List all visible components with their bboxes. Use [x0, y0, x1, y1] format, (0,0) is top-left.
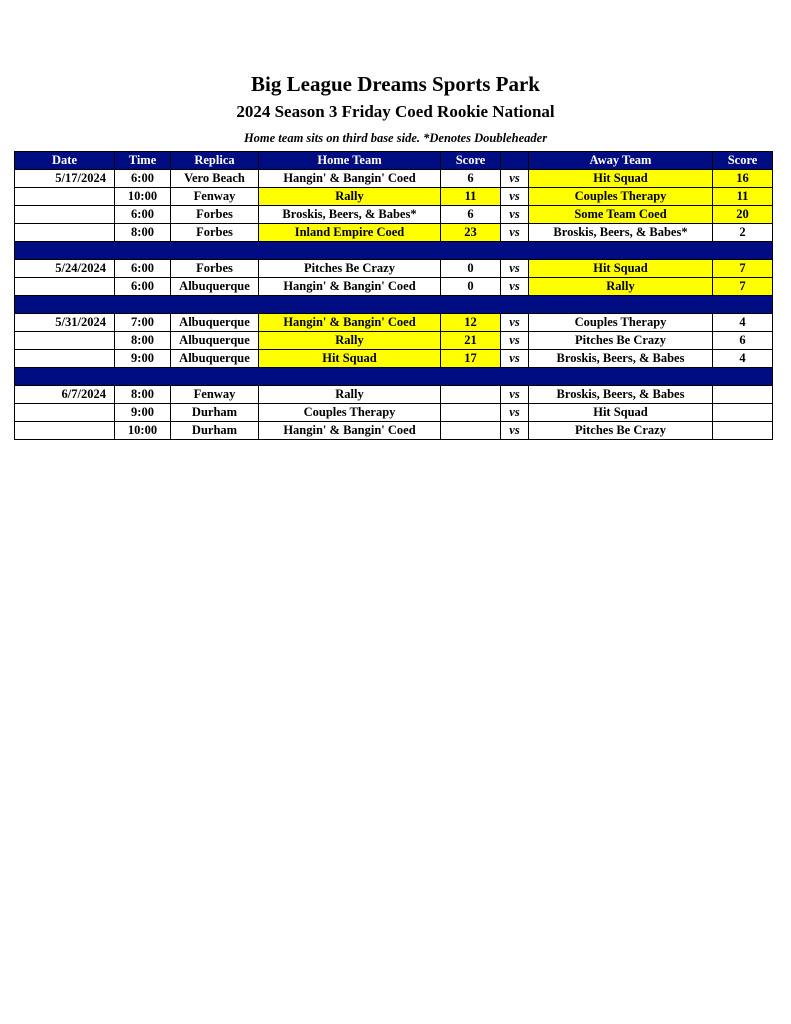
table-row: [15, 386, 773, 404]
home-score-cell: 23: [441, 224, 501, 242]
away-score-cell: 4: [713, 314, 773, 332]
time-cell: 6:00: [115, 206, 171, 224]
home-team-cell: Rally: [259, 188, 441, 206]
vs-cell: vs: [501, 404, 529, 422]
away-score-cell: 7: [713, 278, 773, 296]
replica-cell: Fenway: [171, 188, 259, 206]
time-cell: 9:00: [115, 404, 171, 422]
away-score-cell: 20: [713, 206, 773, 224]
table-row: [15, 404, 773, 422]
away-team-cell: Pitches Be Crazy: [529, 422, 713, 440]
replica-cell: Albuquerque: [171, 314, 259, 332]
vs-cell: vs: [501, 224, 529, 242]
home-score-cell: 6: [441, 206, 501, 224]
separator-cell: [15, 242, 773, 260]
replica-cell: Durham: [171, 404, 259, 422]
date-cell: [15, 422, 115, 440]
column-header-home-score: Score: [441, 152, 501, 170]
home-team-cell: Hangin' & Bangin' Coed: [259, 314, 441, 332]
time-cell: 8:00: [115, 224, 171, 242]
vs-cell: vs: [501, 260, 529, 278]
vs-cell: vs: [501, 314, 529, 332]
away-score-cell: [713, 422, 773, 440]
home-score-cell: 11: [441, 188, 501, 206]
separator-row: [15, 296, 773, 314]
away-score-cell: 6: [713, 332, 773, 350]
replica-cell: Forbes: [171, 206, 259, 224]
away-team-cell: Hit Squad: [529, 404, 713, 422]
home-score-cell: [441, 404, 501, 422]
time-cell: 6:00: [115, 170, 171, 188]
table-header-row: [15, 152, 773, 170]
vs-cell: vs: [501, 350, 529, 368]
separator-cell: [15, 368, 773, 386]
column-header-away-score: Score: [713, 152, 773, 170]
table-row: [15, 206, 773, 224]
vs-cell: vs: [501, 422, 529, 440]
away-team-cell: Hit Squad: [529, 260, 713, 278]
home-score-cell: 0: [441, 278, 501, 296]
table-row: [15, 422, 773, 440]
page-subtitle: 2024 Season 3 Friday Coed Rookie National: [236, 102, 555, 121]
away-score-cell: 7: [713, 260, 773, 278]
away-score-cell: [713, 404, 773, 422]
separator-row: [15, 368, 773, 386]
table-row: [15, 260, 773, 278]
column-header-time: Time: [115, 152, 171, 170]
column-header-replica: Replica: [171, 152, 259, 170]
date-cell: [15, 278, 115, 296]
time-cell: 8:00: [115, 386, 171, 404]
replica-cell: Forbes: [171, 224, 259, 242]
home-team-cell: Hit Squad: [259, 350, 441, 368]
home-team-cell: Hangin' & Bangin' Coed: [259, 278, 441, 296]
away-team-cell: Broskis, Beers, & Babes: [529, 350, 713, 368]
time-cell: 7:00: [115, 314, 171, 332]
replica-cell: Fenway: [171, 386, 259, 404]
home-team-cell: Rally: [259, 332, 441, 350]
home-team-cell: Pitches Be Crazy: [259, 260, 441, 278]
home-score-cell: 6: [441, 170, 501, 188]
home-score-cell: [441, 386, 501, 404]
time-cell: 10:00: [115, 422, 171, 440]
vs-cell: vs: [501, 206, 529, 224]
table-row: [15, 278, 773, 296]
table-row: [15, 350, 773, 368]
replica-cell: Albuquerque: [171, 350, 259, 368]
table-row: [15, 332, 773, 350]
away-team-cell: Hit Squad: [529, 170, 713, 188]
date-cell: [15, 188, 115, 206]
time-cell: 10:00: [115, 188, 171, 206]
column-header-away-team: Away Team: [529, 152, 713, 170]
date-cell: [15, 332, 115, 350]
away-score-cell: 4: [713, 350, 773, 368]
vs-cell: vs: [501, 170, 529, 188]
away-team-cell: Some Team Coed: [529, 206, 713, 224]
replica-cell: Forbes: [171, 260, 259, 278]
separator-row: [15, 242, 773, 260]
schedule-table: [14, 151, 773, 440]
date-cell: [15, 350, 115, 368]
vs-cell: vs: [501, 386, 529, 404]
date-cell: [15, 206, 115, 224]
away-team-cell: Broskis, Beers, & Babes: [529, 386, 713, 404]
replica-cell: Durham: [171, 422, 259, 440]
date-cell: [15, 404, 115, 422]
date-cell: [15, 224, 115, 242]
separator-cell: [15, 296, 773, 314]
date-cell: 5/24/2024: [15, 260, 115, 278]
away-team-cell: Broskis, Beers, & Babes*: [529, 224, 713, 242]
replica-cell: Vero Beach: [171, 170, 259, 188]
away-team-cell: Pitches Be Crazy: [529, 332, 713, 350]
column-header-vs: [501, 152, 529, 170]
home-score-cell: [441, 422, 501, 440]
page-title: Big League Dreams Sports Park: [251, 72, 540, 96]
home-score-cell: 0: [441, 260, 501, 278]
replica-cell: Albuquerque: [171, 332, 259, 350]
date-cell: 5/17/2024: [15, 170, 115, 188]
home-score-cell: 21: [441, 332, 501, 350]
home-team-cell: Rally: [259, 386, 441, 404]
page-note: Home team sits on third base side. *Denotes Doubleheader: [243, 131, 548, 145]
away-team-cell: Rally: [529, 278, 713, 296]
home-team-cell: Broskis, Beers, & Babes*: [259, 206, 441, 224]
home-team-cell: Inland Empire Coed: [259, 224, 441, 242]
replica-cell: Albuquerque: [171, 278, 259, 296]
column-header-home-team: Home Team: [259, 152, 441, 170]
away-team-cell: Couples Therapy: [529, 314, 713, 332]
home-team-cell: Couples Therapy: [259, 404, 441, 422]
vs-cell: vs: [501, 278, 529, 296]
table-row: [15, 224, 773, 242]
home-team-cell: Hangin' & Bangin' Coed: [259, 170, 441, 188]
home-score-cell: 17: [441, 350, 501, 368]
date-cell: 6/7/2024: [15, 386, 115, 404]
away-score-cell: 11: [713, 188, 773, 206]
vs-cell: vs: [501, 188, 529, 206]
home-team-cell: Hangin' & Bangin' Coed: [259, 422, 441, 440]
home-score-cell: 12: [441, 314, 501, 332]
table-row: [15, 170, 773, 188]
away-score-cell: 16: [713, 170, 773, 188]
time-cell: 6:00: [115, 278, 171, 296]
away-team-cell: Couples Therapy: [529, 188, 713, 206]
vs-cell: vs: [501, 332, 529, 350]
time-cell: 9:00: [115, 350, 171, 368]
table-row: [15, 314, 773, 332]
column-header-date: Date: [15, 152, 115, 170]
time-cell: 8:00: [115, 332, 171, 350]
time-cell: 6:00: [115, 260, 171, 278]
away-score-cell: 2: [713, 224, 773, 242]
away-score-cell: [713, 386, 773, 404]
date-cell: 5/31/2024: [15, 314, 115, 332]
table-row: [15, 188, 773, 206]
